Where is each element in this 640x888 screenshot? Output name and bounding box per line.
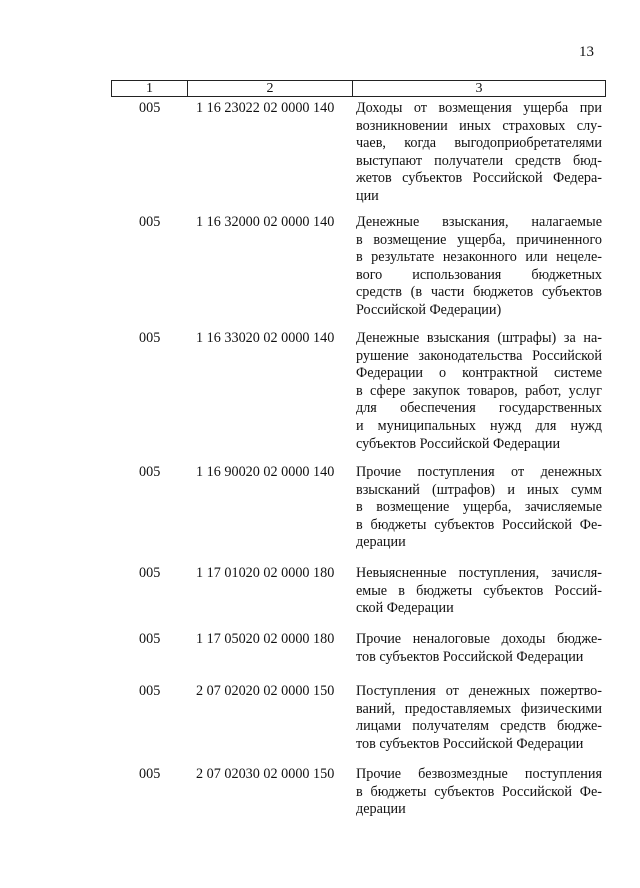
budget-classification-code: 2 07 02030 02 0000 150: [196, 766, 335, 782]
budget-classification-code: 1 17 05020 02 0000 180: [196, 631, 335, 647]
admin-code: 005: [139, 100, 161, 116]
income-description: [356, 631, 602, 666]
description-line: в сфере закупок товаров, работ, услуг: [356, 382, 602, 399]
admin-code: 005: [139, 464, 161, 480]
description-line: Российской Федерации): [356, 301, 502, 318]
description-line: в бюджеты субъектов Российской Фе-: [356, 783, 602, 800]
income-description: [356, 766, 602, 819]
budget-classification-code: 1 17 01020 02 0000 180: [196, 565, 335, 581]
description-line: субъектов Российской Федерации: [356, 435, 561, 452]
description-line: тов субъектов Российской Федерации: [356, 648, 584, 665]
header-col-1: 1: [112, 81, 188, 96]
description-line: тов субъектов Российской Федерации: [356, 735, 584, 752]
description-line: в результате незаконного или нецеле-: [356, 249, 602, 266]
admin-code: 005: [139, 683, 161, 699]
admin-code: 005: [139, 330, 161, 346]
header-col-3: 3: [475, 81, 483, 96]
admin-code: 005: [139, 565, 161, 581]
income-description: [356, 330, 602, 453]
admin-code: 005: [139, 631, 161, 647]
page-number: 13: [579, 44, 594, 60]
description-line: Федерации о контрактной системе: [356, 365, 602, 382]
income-description: [356, 464, 602, 552]
description-line: вого использования бюджетных: [356, 266, 602, 283]
budget-classification-code: 1 16 23022 02 0000 140: [196, 100, 335, 116]
description-line: средств (в части бюджетов субъектов: [356, 284, 602, 301]
description-line: дерации: [356, 801, 406, 818]
description-line: Прочие неналоговые доходы бюдже-: [356, 631, 602, 647]
description-line: Невыясненные поступления, зачисля-: [356, 565, 602, 581]
description-line: взысканий (штрафов) и иных сумм: [356, 481, 602, 498]
description-line: чаев, когда выгодоприобретателями: [356, 135, 602, 152]
budget-classification-code: 1 16 90020 02 0000 140: [196, 464, 335, 480]
description-line: лицами получателям средств бюдже-: [356, 718, 602, 735]
header-col-2: 2: [188, 81, 353, 96]
description-line: жетов субъектов Российской Федера-: [356, 170, 602, 187]
description-line: Денежные взыскания, налагаемые: [356, 214, 602, 230]
description-line: выступают получатели средств бюд-: [356, 152, 602, 169]
description-line: Доходы от возмещения ущерба при: [356, 100, 602, 116]
description-line: Денежные взыскания (штрафы) за на-: [356, 330, 602, 346]
admin-code: 005: [139, 214, 161, 230]
income-description: [356, 565, 602, 618]
income-description: [356, 214, 602, 320]
description-line: Прочие поступления от денежных: [356, 464, 602, 480]
description-line: и муниципальных нужд для нужд: [356, 417, 602, 434]
description-line: ваний, предоставляемых физическими: [356, 700, 602, 717]
budget-classification-code: 2 07 02020 02 0000 150: [196, 683, 335, 699]
description-line: рушение законодательства Российской: [356, 347, 602, 364]
description-line: ской Федерации: [356, 600, 454, 617]
income-description: [356, 100, 602, 206]
description-line: Поступления от денежных пожертво-: [356, 683, 602, 699]
admin-code: 005: [139, 766, 161, 782]
description-line: ции: [356, 187, 379, 204]
description-line: в бюджеты субъектов Российской Фе-: [356, 516, 602, 533]
income-description: [356, 683, 602, 753]
description-line: емые в бюджеты субъектов Россий-: [356, 582, 602, 599]
table-header: [111, 80, 606, 97]
description-line: возникновении иных страховых слу-: [356, 117, 602, 134]
description-line: Прочие безвозмездные поступления: [356, 766, 602, 782]
budget-classification-code: 1 16 33020 02 0000 140: [196, 330, 335, 346]
budget-classification-code: 1 16 32000 02 0000 140: [196, 214, 335, 230]
description-line: в возмещение ущерба, зачисляемые: [356, 499, 602, 516]
description-line: в возмещение ущерба, причиненного: [356, 231, 602, 248]
description-line: дерации: [356, 534, 406, 551]
description-line: для обеспечения государственных: [356, 400, 602, 417]
